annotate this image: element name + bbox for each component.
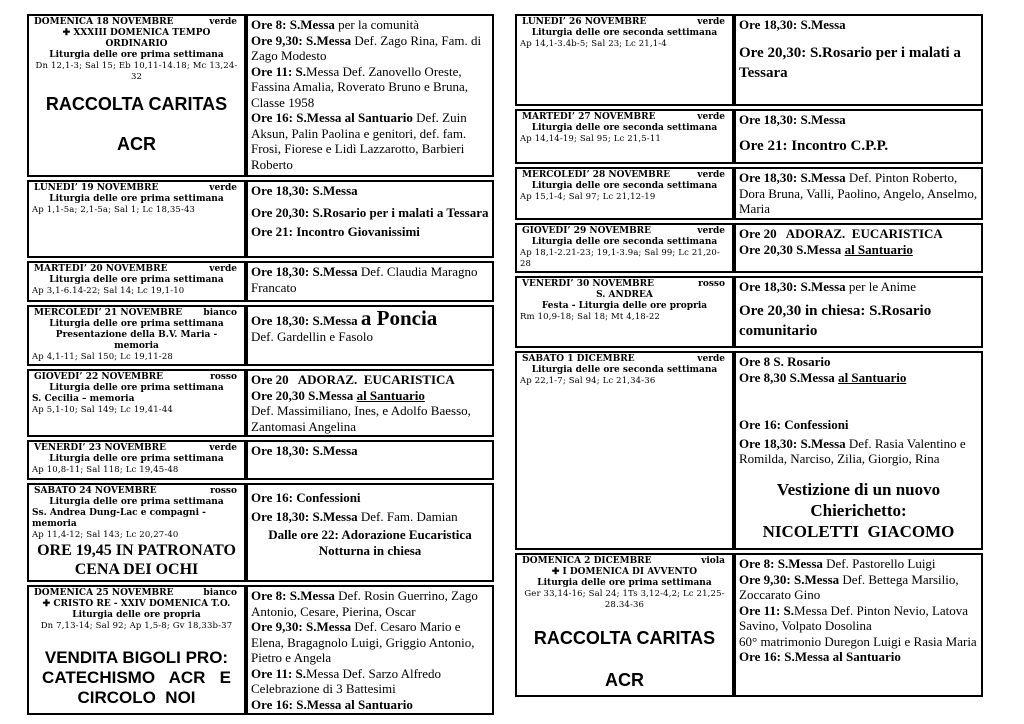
day-readings: Ap 4,1-11; Sal 150; Lc 19,11-28 <box>32 352 173 362</box>
day-info <box>515 109 734 164</box>
day-readings: Ap 18,1-2.21-23; 19,1-3.9a; Sal 99; Lc 21,20-28 <box>520 248 720 269</box>
event-line: Ore 18,30: S.Messa Def. Rasia Valentino e Romilda, Narciso, Zilia, Giorgio, Rina <box>739 435 966 466</box>
event-line: Ore 20,30 S.Messa al Santuario <box>739 241 913 257</box>
day-liturgy: Liturgia delle ore seconda settimana <box>531 365 718 375</box>
calendar-left <box>27 11 494 718</box>
day-events <box>246 14 494 177</box>
day-date: MARTEDI’ 20 NOVEMBRE <box>34 264 168 274</box>
event-line: Ore 16: S.Messa al Santuario <box>251 696 413 712</box>
liturgical-color: rosso <box>210 486 237 496</box>
day-date: GIOVEDI’ 29 NOVEMBRE <box>522 226 652 236</box>
event-line: Ore 18,30: S.Messa Def. Pinton Roberto, Dora Bruna, Valli, Paolino, Angelo, Anselmo, Maria <box>739 170 978 216</box>
event-line: Ore 21: Incontro C.P.P. <box>739 137 889 154</box>
left-column <box>27 14 494 718</box>
day-date: MARTEDI’ 27 NOVEMBRE <box>522 112 656 122</box>
day-readings: Ap 22,1-7; Sal 94; Lc 21,34-36 <box>520 376 656 386</box>
liturgical-color: verde <box>697 170 725 180</box>
event-line: Ore 20,30 in chiesa: S.Rosario comunitario <box>739 302 932 339</box>
day-liturgy: Liturgia delle ore seconda settimana <box>531 28 718 38</box>
day-events <box>734 351 983 550</box>
event-line: Ore 9,30: S.Messa Def. Bettega Marsilio, Zoccarato Gino <box>739 571 959 602</box>
day-date: LUNEDI’ 19 NOVEMBRE <box>34 183 159 193</box>
day-info <box>27 14 246 177</box>
day-date: GIOVEDI’ 22 NOVEMBRE <box>34 372 164 382</box>
day-readings: Ap 11,4-12; Sal 143; Lc 20,27-40 <box>32 530 179 540</box>
day-title: S. ANDREA <box>596 290 653 300</box>
day-events <box>246 440 494 480</box>
day-date: MERCOLEDI’ 28 NOVEMBRE <box>522 170 671 180</box>
day-events <box>734 14 983 106</box>
right-column <box>515 14 983 700</box>
day-events <box>246 369 494 437</box>
event-line: Ore 11: S.Messa Def. Sarzo Alfredo Celebrazione di 3 Battesimi <box>251 665 442 696</box>
day-events <box>734 553 983 697</box>
event-line: Ore 8: S.Messa per la comunità <box>251 17 419 32</box>
day-events <box>246 261 494 302</box>
day-events <box>734 276 983 348</box>
highlight-line: Vestizione di un nuovo <box>776 479 941 499</box>
day-liturgy: Liturgia delle ore seconda settimana <box>531 237 718 247</box>
day-row-6 <box>515 553 983 697</box>
day-date: LUNEDI’ 26 NOVEMBRE <box>522 17 647 27</box>
day-liturgy: Liturgia delle ore seconda settimana <box>531 181 718 191</box>
event-line: Ore 11: S.Messa Def. Pinton Nevio, Latova Savino, Volpato Dosolina <box>739 602 969 633</box>
day-row-2 <box>515 167 983 220</box>
event-line: Ore 16: S.Messa al Santuario <box>739 649 901 664</box>
liturgical-color: verde <box>209 17 237 27</box>
liturgical-color: rosso <box>698 279 725 289</box>
day-events <box>246 483 494 582</box>
day-liturgy: Liturgia delle ore prima settimana <box>537 578 712 588</box>
day-readings: Ap 10,8-11; Sal 118; Lc 19,45-48 <box>32 465 179 475</box>
day-info <box>515 351 734 550</box>
event-line: Ore 16: S.Messa al Santuario Def. Zuin Aksun, Palin Paolina e genitori, def. fam. Frosi, Fiorese e Lidì Lazzarotto, Barbieri Roberto <box>251 110 467 172</box>
day-events <box>246 585 494 715</box>
event-line: 60° matrimonio Duregon Luigi e Rasia Maria <box>739 633 977 649</box>
liturgical-color: bianco <box>203 308 237 318</box>
day-readings: Rm 10,9-18; Sal 18; Mt 4,18-22 <box>520 312 660 322</box>
day-info <box>27 261 246 302</box>
day-row-6 <box>27 483 494 582</box>
event-line: Ore 18,30: S.Messa per le Anime <box>739 279 917 294</box>
day-events <box>734 167 983 220</box>
event-line: Def. Massimiliano, Ines, e Adolfo Baesso, Zantomasi Angelina <box>251 403 471 434</box>
event-line: Ore 9,30: S.Messa Def. Cesaro Mario e Elena, Bragagnolo Luigi, Griggio Antonio, Pietro e Angela <box>251 619 475 665</box>
day-info <box>515 553 734 697</box>
event-line: Ore 18,30: S.Messa Def. Fam. Damian <box>251 508 458 524</box>
calendar-right <box>515 11 983 700</box>
day-date: SABATO 1 DICEMBRE <box>522 354 635 364</box>
day-date: DOMENICA 25 NOVEMBRE <box>34 588 174 598</box>
liturgical-color: verde <box>697 226 725 236</box>
day-row-1 <box>515 109 983 164</box>
day-liturgy: Liturgia delle ore prima settimana <box>49 275 224 285</box>
event-line: Ore 8 S. Rosario <box>739 354 831 369</box>
day-notice: ACR <box>605 670 644 690</box>
liturgical-color: verde <box>697 354 725 364</box>
day-events <box>734 109 983 164</box>
event-line: Ore 18,30: S.Messa <box>739 17 846 32</box>
day-liturgy: Liturgia delle ore prima settimana <box>49 50 224 60</box>
liturgical-color: verde <box>697 17 725 27</box>
day-title: ✚ CRISTO RE - XXIV DOMENICA T.O. <box>42 599 231 609</box>
liturgical-color: bianco <box>203 588 237 598</box>
event-line: Ore 18,30: S.Messa <box>251 443 358 458</box>
event-line: Ore 18,30: S.Messa Def. Claudia Maragno Francato <box>251 264 478 295</box>
liturgical-color: verde <box>209 183 237 193</box>
day-notice: RACCOLTA CARITAS <box>533 628 716 648</box>
event-line: Ore 20,30: S.Rosario per i malati a Tessara <box>251 204 489 220</box>
event-line: Ore 11: S.Messa Def. Zanovello Oreste, Fassina Amalia, Roverato Bruno e Bruna, Classe 1958 <box>251 63 468 110</box>
day-readings: Ap 3,1-6.14-22; Sal 14; Lc 19,1-10 <box>32 286 185 296</box>
day-info <box>27 369 246 437</box>
highlight-line: Chierichetto: <box>810 500 907 520</box>
day-row-0 <box>27 14 494 177</box>
day-readings: Ap 1,1-5a; 2,1-5a; Sal 1; Lc 18,35-43 <box>32 205 196 215</box>
day-notice: CIRCOLO NOI <box>77 688 196 707</box>
day-row-4 <box>515 276 983 348</box>
day-info <box>27 180 246 258</box>
day-memorial: Ss. Andrea Dung-Lac e compagni - memoria <box>32 508 206 529</box>
event-line: Ore 16: Confessioni <box>739 417 849 432</box>
day-date: SABATO 24 NOVEMBRE <box>34 486 157 496</box>
day-liturgy: Liturgia delle ore prima settimana <box>49 319 224 329</box>
day-date: VENERDI’ 23 NOVEMBRE <box>34 443 167 453</box>
event-line: Def. Gardellin e Fasolo <box>251 328 374 344</box>
event-line: Ore 20 ADORAZ. EUCARISTICA <box>739 226 943 241</box>
day-events <box>734 223 983 273</box>
event-line: Ore 20 ADORAZ. EUCARISTICA <box>251 372 455 387</box>
day-row-4 <box>27 369 494 437</box>
day-readings: Ap 14,1-3.4b-5; Sal 23; Lc 21,1-4 <box>520 39 667 49</box>
day-info <box>515 167 734 220</box>
day-row-3 <box>515 223 983 273</box>
day-notice: RACCOLTA CARITAS <box>45 94 228 114</box>
day-memorial: S. Cecilia – memoria <box>32 394 135 404</box>
day-info <box>27 305 246 366</box>
liturgical-color: verde <box>697 112 725 122</box>
day-date: VENERDI’ 30 NOVEMBRE <box>522 279 655 289</box>
day-notice: ORE 19,45 IN PATRONATO <box>37 542 236 559</box>
day-date: DOMENICA 2 DICEMBRE <box>522 556 652 566</box>
day-notice: VENDITA BIGOLI PRO: <box>44 648 229 667</box>
day-row-5 <box>27 440 494 480</box>
day-info <box>27 585 246 715</box>
liturgical-color: verde <box>209 264 237 274</box>
day-readings: Ap 5,1-10; Sal 149; Lc 19,41-44 <box>32 405 173 415</box>
event-line: Ore 16: Confessioni <box>251 490 361 505</box>
day-info <box>27 483 246 582</box>
day-liturgy: Liturgia delle ore prima settimana <box>49 454 224 464</box>
event-line: Ore 8: S.Messa Def. Pastorello Luigi <box>739 556 936 571</box>
day-notice: CATECHISMO ACR E <box>42 668 231 687</box>
day-liturgy: Liturgia delle ore propria <box>72 610 201 620</box>
day-info <box>515 223 734 273</box>
day-notice: ACR <box>117 134 156 154</box>
day-liturgy: Liturgia delle ore prima settimana <box>49 383 224 393</box>
day-date: MERCOLEDI’ 21 NOVEMBRE <box>34 308 183 318</box>
event-line: Ore 21: Incontro Giovanissimi <box>251 224 420 239</box>
event-line: Ore 20,30: S.Rosario per i malati a Tessara <box>739 44 961 81</box>
day-readings: Ap 14,14-19; Sal 95; Lc 21,5-11 <box>520 134 661 144</box>
day-title: ✚ XXXIII DOMENICA TEMPO ORDINARIO <box>62 28 211 49</box>
day-events <box>246 305 494 366</box>
day-readings: Dn 12,1-3; Sal 15; Eb 10,11-14.18; Mc 13,24-32 <box>35 61 238 82</box>
day-liturgy: Liturgia delle ore prima settimana <box>49 497 224 507</box>
day-info <box>515 14 734 106</box>
day-readings: Ap 15,1-4; Sal 97; Lc 21,12-19 <box>520 192 656 202</box>
event-line: Ore 18,30: S.Messa a Poncia <box>251 306 438 330</box>
day-memorial: Presentazione della B.V. Maria - memoria <box>55 330 218 351</box>
event-line: Ore 8: S.Messa Def. Rosin Guerrino, Zago Antonio, Cesare, Pierina, Oscar <box>251 588 478 619</box>
event-line: Ore 20,30 S.Messa al Santuario <box>251 387 425 403</box>
day-row-2 <box>27 261 494 302</box>
event-line: Ore 8,30 S.Messa al Santuario <box>739 369 907 385</box>
day-liturgy: Liturgia delle ore prima settimana <box>49 194 224 204</box>
day-liturgy: Festa - Liturgia delle ore propria <box>541 301 708 311</box>
day-row-5 <box>515 351 983 550</box>
day-row-0 <box>515 14 983 106</box>
liturgical-color: viola <box>701 556 725 566</box>
day-row-3 <box>27 305 494 366</box>
highlight-line: NICOLETTI GIACOMO <box>762 521 955 541</box>
day-info <box>515 276 734 348</box>
event-line: Ore 18,30: S.Messa <box>739 112 846 127</box>
day-row-7 <box>27 585 494 715</box>
day-readings: Ger 33,14-16; Sal 24; 1Ts 3,12-4,2; Lc 21,25-28.34-36 <box>524 589 725 610</box>
day-readings: Dn 7,13-14; Sal 92; Ap 1,5-8; Gv 18,33b-37 <box>40 621 233 631</box>
day-date: DOMENICA 18 NOVEMBRE <box>34 17 174 27</box>
event-line: Ore 9,30: S.Messa Def. Zago Rina, Fam. di Zago Modesto <box>251 32 482 63</box>
day-info <box>27 440 246 480</box>
day-notice: CENA DEI OCHI <box>74 561 199 578</box>
event-line: Ore 18,30: S.Messa <box>251 183 358 198</box>
day-events <box>246 180 494 258</box>
event-line: Dalle ore 22: Adorazione Eucaristica Notturna in chiesa <box>268 527 472 558</box>
day-title: ✚ I DOMENICA DI AVVENTO <box>551 567 698 577</box>
day-row-1 <box>27 180 494 258</box>
day-liturgy: Liturgia delle ore seconda settimana <box>531 123 718 133</box>
liturgical-color: verde <box>209 443 237 453</box>
liturgical-color: rosso <box>210 372 237 382</box>
